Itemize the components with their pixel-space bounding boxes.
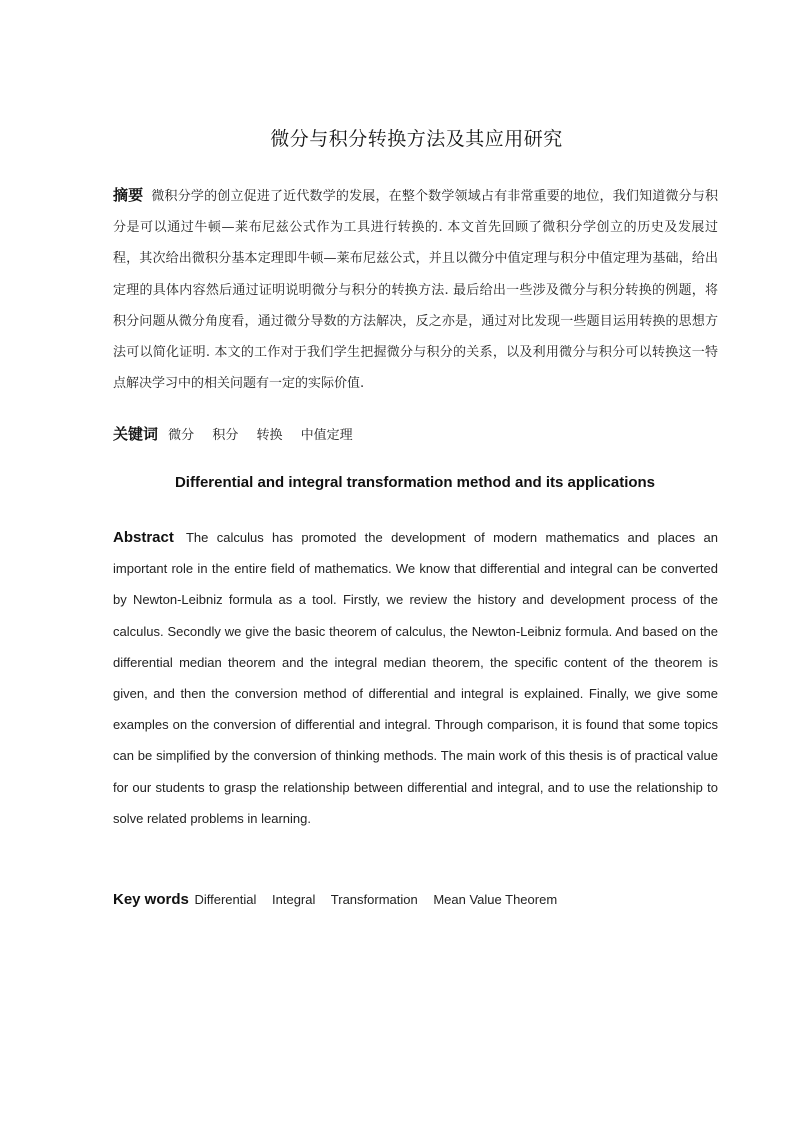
chinese-keyword: 转换: [256, 428, 283, 443]
english-abstract-text: The calculus has promoted the development of modern mathematics and places an important role in the entire field of mathematics. We know that differential and integral can be converted by Newton-Leibniz formula as a tool. Firstly, we review the history and development process of the calculus. Secondly we give the basic theorem of calculus, the Newton-Leibniz formula. And based on the differential median theorem and the integral median theorem, the specific content of the theorem is given, and then the conversion method of differential and integral is explained. Finally, we give some examples on the conversion of differential and integral. Through comparison, it is found that some topics can be simplified by the conversion of thinking methods. The main work of this thesis is of practical value for our students to grasp the relationship between differential and integral, and to use the relationship to solve related problems in learning.: [113, 530, 718, 826]
chinese-abstract: [113, 180, 718, 399]
english-keyword: Transformation: [330, 892, 418, 907]
chinese-abstract-label: 摘要: [113, 186, 144, 204]
english-keyword: Integral: [272, 892, 316, 907]
chinese-keywords: [113, 420, 718, 450]
english-keyword: Mean Value Theorem: [433, 892, 558, 907]
english-abstract: [113, 522, 718, 834]
english-keyword: Differential: [194, 892, 257, 907]
english-keywords-label: Key words: [113, 891, 189, 908]
chinese-keyword: 中值定理: [300, 428, 353, 443]
english-keywords: [113, 886, 718, 914]
chinese-title: 微分与积分转换方法及其应用研究: [270, 128, 563, 150]
english-abstract-label: Abstract: [113, 529, 174, 546]
chinese-abstract-text: 微积分学的创立促进了近代数学的发展，在整个数学领域占有非常重要的地位，我们知道微分与积分是可以通过牛顿—莱布尼兹公式作为工具进行转换的. 本文首先回顾了微积分学创立的历史及发展过程，其次给出微积分基本定理即牛顿—莱布尼兹公式，并且以微分中值定理与积分中值定理为基础，给出定理的具体内容然后通过证明说明微分与积分的转换方法. 最后给出一些涉及微分与积分转换的例题，将积分问题从微分角度看，通过微分导数的方法解决，反之亦是，通过对比发现一些题目运用转换的思想方法可以简化证明. 本文的工作对于我们学生把握微分与积分的关系，以及利用微分与积分可以转换这一特点解决学习中的相关问题有一定的实际价值.: [113, 189, 718, 392]
chinese-keyword: 积分: [212, 428, 239, 443]
english-title: Differential and integral transformation method and its applications: [174, 474, 656, 491]
chinese-keyword: 微分: [168, 428, 195, 443]
chinese-keywords-label: 关键词: [113, 425, 159, 443]
